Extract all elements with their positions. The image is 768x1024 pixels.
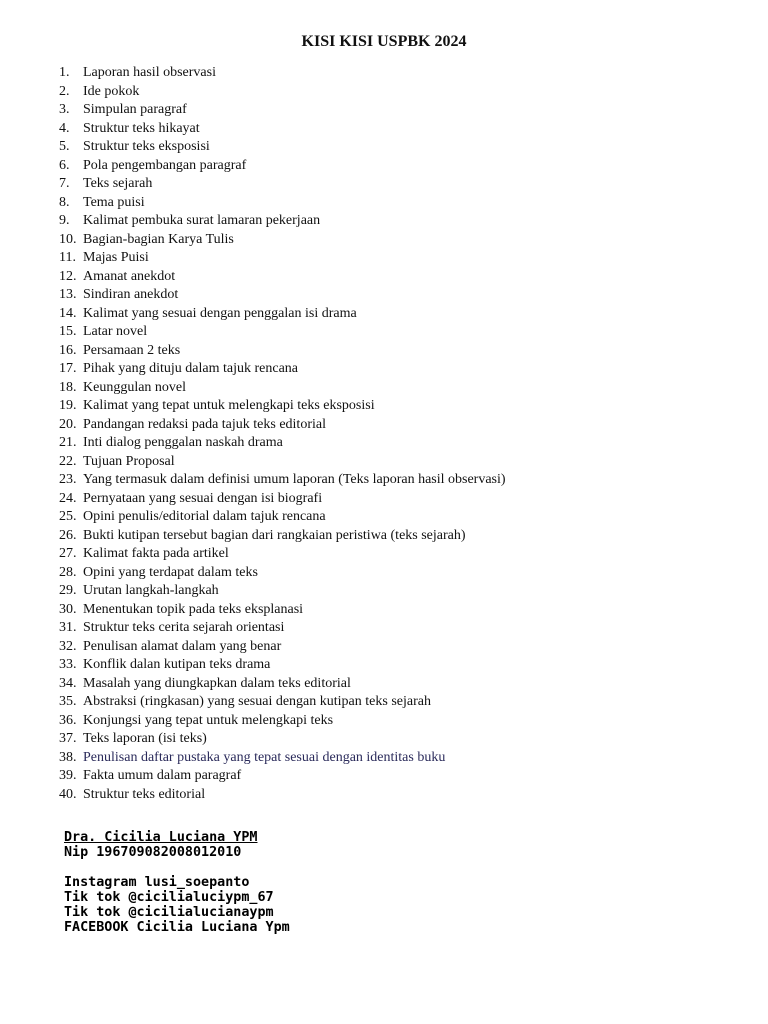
list-item-text: Kalimat yang sesuai dengan penggalan isi drama: [83, 305, 357, 321]
list-item-text: Inti dialog penggalan naskah drama: [83, 435, 283, 450]
list-item-text: Struktur teks cerita sejarah orientasi: [83, 620, 285, 635]
list-item-number: 39.: [59, 768, 77, 783]
list-item-number: 40.: [59, 786, 77, 802]
list-item-text: Konjungsi yang tepat untuk melengkapi teks: [83, 712, 334, 728]
list-item-text: Abstraksi (ringkasan) yang sesuai dengan kutipan teks sejarah: [83, 694, 431, 709]
list-item-text: Bukti kutipan tersebut bagian dari rangkaian peristiwa (teks sejarah): [83, 527, 466, 543]
list-item: [59, 342, 506, 361]
list-item: [59, 749, 506, 768]
list-item-text: Urutan langkah-langkah: [83, 583, 219, 598]
list-item-text: Simpulan paragraf: [83, 102, 187, 117]
list-item-number: 7.: [59, 176, 70, 191]
list-item-text: Teks laporan (isi teks): [83, 731, 207, 746]
list-item-number: 3.: [59, 102, 70, 117]
facebook-handle: FACEBOOK Cicilia Luciana Ypm: [64, 920, 290, 935]
list-item-number: 11.: [59, 250, 76, 265]
list-item: [59, 305, 506, 324]
list-item-number: 34.: [59, 675, 77, 691]
list-item-text: Penulisan daftar pustaka yang tepat sesuai dengan identitas buku: [83, 749, 446, 765]
list-item: [59, 434, 506, 453]
list-item: [59, 730, 506, 749]
list-item-number: 5.: [59, 139, 70, 154]
list-item-number: 35.: [59, 694, 77, 709]
list-item: [59, 582, 506, 601]
list-item-number: 29.: [59, 583, 77, 598]
list-item: [59, 675, 506, 694]
list-item: [59, 656, 506, 675]
list-item-number: 20.: [59, 416, 77, 432]
list-item: [59, 175, 506, 194]
list-item-text: Keunggulan novel: [83, 379, 187, 395]
author-name: Dra. Cicilia Luciana YPM: [64, 830, 258, 845]
list-item: [59, 249, 506, 268]
list-item-number: 4.: [59, 120, 70, 136]
list-item-text: Opini yang terdapat dalam teks: [83, 564, 258, 580]
list-item-text: Menentukan topik pada teks eksplanasi: [83, 601, 304, 617]
list-item-text: Struktur teks eksposisi: [83, 139, 210, 154]
instagram-handle: Instagram lusi_soepanto: [64, 875, 250, 890]
list-item-text: Konflik dalan kutipan teks drama: [83, 657, 271, 672]
list-item: [59, 545, 506, 564]
signature-block: [64, 830, 290, 935]
list-item-text: Laporan hasil observasi: [83, 65, 216, 80]
list-item-number: 2.: [59, 83, 70, 99]
list-item-number: 33.: [59, 657, 77, 672]
list-item-text: Tema puisi: [83, 194, 145, 210]
list-item-number: 26.: [59, 527, 77, 543]
list-item: [59, 471, 506, 490]
list-item-text: Struktur teks editorial: [83, 786, 206, 802]
list-item-number: 25.: [59, 509, 77, 524]
list-item-text: Ide pokok: [83, 83, 140, 99]
list-item-text: Yang termasuk dalam definisi umum laporan (Teks laporan hasil observasi): [83, 472, 506, 487]
list-item-text: Bagian-bagian Karya Tulis: [83, 231, 234, 247]
list-item: [59, 83, 506, 102]
list-item: [59, 286, 506, 305]
list-item: [59, 231, 506, 250]
list-item-number: 13.: [59, 287, 77, 302]
list-item-number: 28.: [59, 564, 77, 580]
list-item-number: 31.: [59, 620, 77, 635]
list-item: [59, 360, 506, 379]
list-item: [59, 564, 506, 583]
list-item-text: Tujuan Proposal: [83, 453, 175, 469]
list-item-text: Pihak yang dituju dalam tajuk rencana: [83, 361, 298, 376]
list-item: [59, 323, 506, 342]
spacer: [64, 860, 290, 875]
list-item-text: Pandangan redaksi pada tajuk teks editorial: [83, 416, 326, 432]
list-item: [59, 693, 506, 712]
list-item: [59, 527, 506, 546]
list-item-text: Pola pengembangan paragraf: [83, 157, 247, 173]
list-item: [59, 416, 506, 435]
topic-list: [59, 64, 506, 804]
list-item-number: 22.: [59, 453, 77, 469]
list-item: [59, 490, 506, 509]
page-title: KISI KISI USPBK 2024: [301, 33, 467, 50]
list-item: [59, 64, 506, 83]
list-item-text: Majas Puisi: [83, 250, 149, 265]
list-item-text: Kalimat yang tepat untuk melengkapi teks eksposisi: [83, 398, 375, 413]
list-item-number: 37.: [59, 731, 77, 746]
list-item-number: 18.: [59, 379, 77, 395]
list-item: [59, 508, 506, 527]
list-item-number: 19.: [59, 398, 77, 413]
list-item-number: 17.: [59, 361, 77, 376]
tiktok-handle-2: Tik tok @cicilialucianaypm: [64, 905, 274, 920]
list-item: [59, 138, 506, 157]
author-nip: Nip 196709082008012010: [64, 845, 242, 860]
list-item-number: 1.: [59, 65, 70, 80]
list-item-text: Sindiran anekdot: [83, 287, 179, 302]
list-item-text: Amanat anekdot: [83, 268, 176, 284]
list-item-number: 15.: [59, 324, 77, 339]
list-item-number: 12.: [59, 268, 77, 284]
list-item-number: 27.: [59, 546, 77, 561]
list-item-text: Penulisan alamat dalam yang benar: [83, 638, 282, 654]
list-item-text: Pernyataan yang sesuai dengan isi biografi: [83, 490, 323, 506]
list-item: [59, 786, 506, 805]
list-item-number: 9.: [59, 213, 70, 228]
list-item: [59, 619, 506, 638]
list-item-number: 6.: [59, 157, 70, 173]
list-item-number: 8.: [59, 194, 70, 210]
list-item: [59, 397, 506, 416]
list-item-number: 10.: [59, 231, 77, 247]
list-item-text: Opini penulis/editorial dalam tajuk rencana: [83, 509, 326, 524]
list-item: [59, 767, 506, 786]
list-item-number: 23.: [59, 472, 77, 487]
list-item-text: Latar novel: [83, 324, 148, 339]
list-item-number: 36.: [59, 712, 77, 728]
list-item: [59, 120, 506, 139]
list-item: [59, 638, 506, 657]
list-item-number: 32.: [59, 638, 77, 654]
list-item-text: Struktur teks hikayat: [83, 120, 200, 136]
list-item-text: Kalimat fakta pada artikel: [83, 546, 229, 561]
list-item: [59, 194, 506, 213]
list-item-number: 38.: [59, 749, 77, 765]
list-item-text: Teks sejarah: [83, 176, 153, 191]
list-item: [59, 268, 506, 287]
list-item-number: 30.: [59, 601, 77, 617]
list-item-text: Kalimat pembuka surat lamaran pekerjaan: [83, 213, 321, 228]
list-item-number: 24.: [59, 490, 77, 506]
list-item-text: Fakta umum dalam paragraf: [83, 768, 242, 783]
tiktok-handle-1: Tik tok @cicilialuciypm_67: [64, 890, 274, 905]
list-item-number: 16.: [59, 342, 77, 358]
list-item: [59, 712, 506, 731]
list-item-number: 14.: [59, 305, 77, 321]
list-item: [59, 453, 506, 472]
list-item: [59, 101, 506, 120]
list-item: [59, 379, 506, 398]
list-item: [59, 157, 506, 176]
list-item-text: Persamaan 2 teks: [83, 342, 181, 358]
list-item: [59, 212, 506, 231]
list-item-number: 21.: [59, 435, 77, 450]
list-item-text: Masalah yang diungkapkan dalam teks editorial: [83, 675, 351, 691]
list-item: [59, 601, 506, 620]
